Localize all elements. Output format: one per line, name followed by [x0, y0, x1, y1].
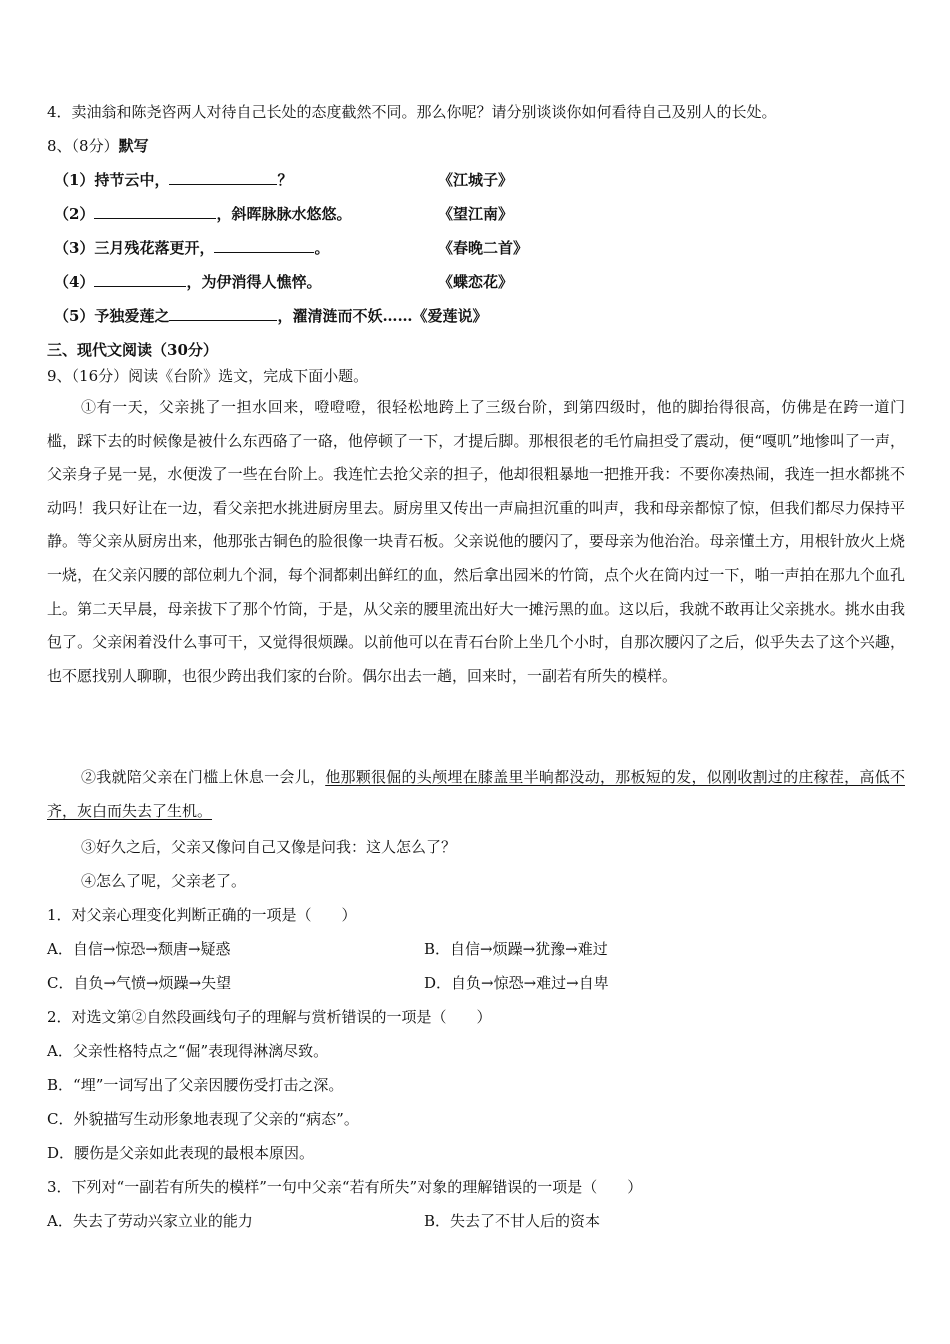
- dictation-item-2-pre: （2）: [54, 205, 95, 223]
- dictation-item-3: [54, 238, 924, 258]
- dictation-item-1-pre: （1）持节云中，: [54, 171, 170, 189]
- option-1D[interactable]: D．自负→惊恐→难过→自卑: [424, 974, 609, 992]
- dictation-item-1: [54, 170, 924, 190]
- question-8-number: 8、（8分）: [47, 137, 119, 155]
- dictation-item-4-pre: （4）: [54, 273, 95, 291]
- passage-paragraph-3: ③好久之后，父亲又像问自己又像是问我：这人怎么了？: [81, 838, 457, 856]
- dictation-blank-5[interactable]: [169, 306, 277, 321]
- passage-paragraph-4: ④怎么了呢，父亲老了。: [81, 872, 247, 890]
- dictation-item-5-post: ，濯清涟而不妖……: [277, 307, 413, 325]
- dictation-blank-3[interactable]: [214, 238, 314, 253]
- dictation-item-2: [54, 204, 924, 224]
- dictation-item-4: [54, 272, 924, 292]
- question-8-heading: 默写: [118, 137, 149, 155]
- question-9-2: 2．对选文第②自然段画线句子的理解与赏析错误的一项是（ ）: [47, 1008, 492, 1026]
- dictation-blank-1[interactable]: [169, 170, 277, 185]
- dictation-blank-2[interactable]: [94, 204, 216, 219]
- option-3A[interactable]: A．失去了劳动兴家立业的能力: [47, 1212, 253, 1230]
- question-9-3: 3．下列对“一副若有所失的模样”一句中父亲“若有所失”对象的理解错误的一项是（ ）: [47, 1178, 643, 1196]
- option-2D[interactable]: D．腰伤是父亲如此表现的最根本原因。: [47, 1144, 315, 1162]
- question-8-title: [47, 136, 917, 156]
- passage-paragraph-1: ①有一天，父亲挑了一担水回来，噔噔噔，很轻松地跨上了三级台阶，到第四级时，他的脚抬得很高，仿佛是在跨一道门槛，踩下去的时候像是被什么东西硌了一硌，他停顿了一下，才提后脚。那根很老的毛竹扁担受了震动，便“嘎叽”地惨叫了一声，父亲身子晃一晃，水便泼了一些在台阶上。我连忙去抢父亲的担子，他却很粗暴地一把推开我：不要你凑热闹，我连一担水都挑不动吗！我只好让在一边，看父亲把水挑进厨房里去。厨房里又传出一声扁担沉重的叫声，我和母亲都惊了惊，但我们都尽力保持平静。等父亲从厨房出来，他那张古铜色的脸很像一块青石板。父亲说他的腰闪了，要母亲为他治治。母亲懂土方，用根针放火上烧一烧，在父亲闪腰的部位刺九个洞，每个洞都刺出鲜红的血，然后拿出园米的竹筒，点个火在筒内过一下，啪一声拍在那九个血孔上。第二天早晨，母亲拔下了那个竹筒，于是，从父亲的腰里流出好大一摊污黑的血。这以后，我就不敢再让父亲挑水。挑水由我包了。父亲闲着没什么事可干，又觉得很烦躁。以前他可以在青石台阶上坐几个小时，自那次腰闪了之后，似乎失去了这个兴趣，也不愿找别人聊聊，也很少跨出我们家的台阶。偶尔出去一趟，回来时，一副若有所失的模样。: [47, 398, 905, 685]
- dictation-item-3-post: 。: [314, 239, 330, 257]
- question-9-1-options-cd: [47, 973, 917, 993]
- option-1A[interactable]: A．自信→惊恐→颓唐→疑惑: [47, 940, 231, 958]
- underlined-sentence: 他那颗很倔的头颅埋在膝盖里半晌都没动，那板短的发，似刚收割过的庄稼茬，高低不齐，灰白而失去了生机。: [47, 768, 905, 820]
- option-1C[interactable]: C．自负→气愤→烦躁→失望: [47, 974, 232, 992]
- question-4: 4．卖油翁和陈尧咨两人对待自己长处的态度截然不同。那么你呢？请分别谈谈你如何看待自己及别人的长处。: [47, 103, 777, 121]
- question-9-1: 1．对父亲心理变化判断正确的一项是（ ）: [47, 906, 357, 924]
- question-9-intro: 9、（16分）阅读《台阶》选文，完成下面小题。: [47, 367, 369, 385]
- question-9-1-options-ab: [47, 939, 917, 959]
- dictation-source-1: 《江城子》: [438, 171, 514, 189]
- option-1B[interactable]: B．自信→烦躁→犹豫→难过: [424, 940, 608, 958]
- dictation-item-5-pre: （5）予独爱莲之: [54, 307, 170, 325]
- passage-paragraph-2: [47, 761, 905, 828]
- dictation-source-4: 《蝶恋花》: [438, 273, 514, 291]
- option-2A[interactable]: A．父亲性格特点之“倔”表现得淋漓尽致。: [47, 1042, 329, 1060]
- dictation-source-2: 《望江南》: [438, 205, 514, 223]
- passage-paragraph-2-text: ②我就陪父亲在门槛上休息一会儿，: [81, 768, 326, 786]
- question-9-3-options-ab: [47, 1211, 917, 1231]
- dictation-item-1-post: ？: [277, 171, 293, 189]
- option-2B[interactable]: B．“埋”一词写出了父亲因腰伤受打击之深。: [47, 1076, 344, 1094]
- option-3B[interactable]: B．失去了不甘人后的资本: [424, 1212, 601, 1230]
- dictation-source-3: 《春晚二首》: [438, 239, 529, 257]
- dictation-blank-4[interactable]: [94, 272, 186, 287]
- dictation-item-5: [54, 306, 924, 326]
- dictation-item-2-post: ，斜晖脉脉水悠悠。: [216, 205, 352, 223]
- dictation-item-4-post: ，为伊消得人憔悴。: [186, 273, 322, 291]
- dictation-source-5: 《爱莲说》: [412, 307, 488, 325]
- dictation-item-3-pre: （3）三月残花落更开，: [54, 239, 215, 257]
- option-2C[interactable]: C．外貌描写生动形象地表现了父亲的“病态”。: [47, 1110, 359, 1128]
- section-3-heading: 三、现代文阅读（30分）: [47, 341, 218, 359]
